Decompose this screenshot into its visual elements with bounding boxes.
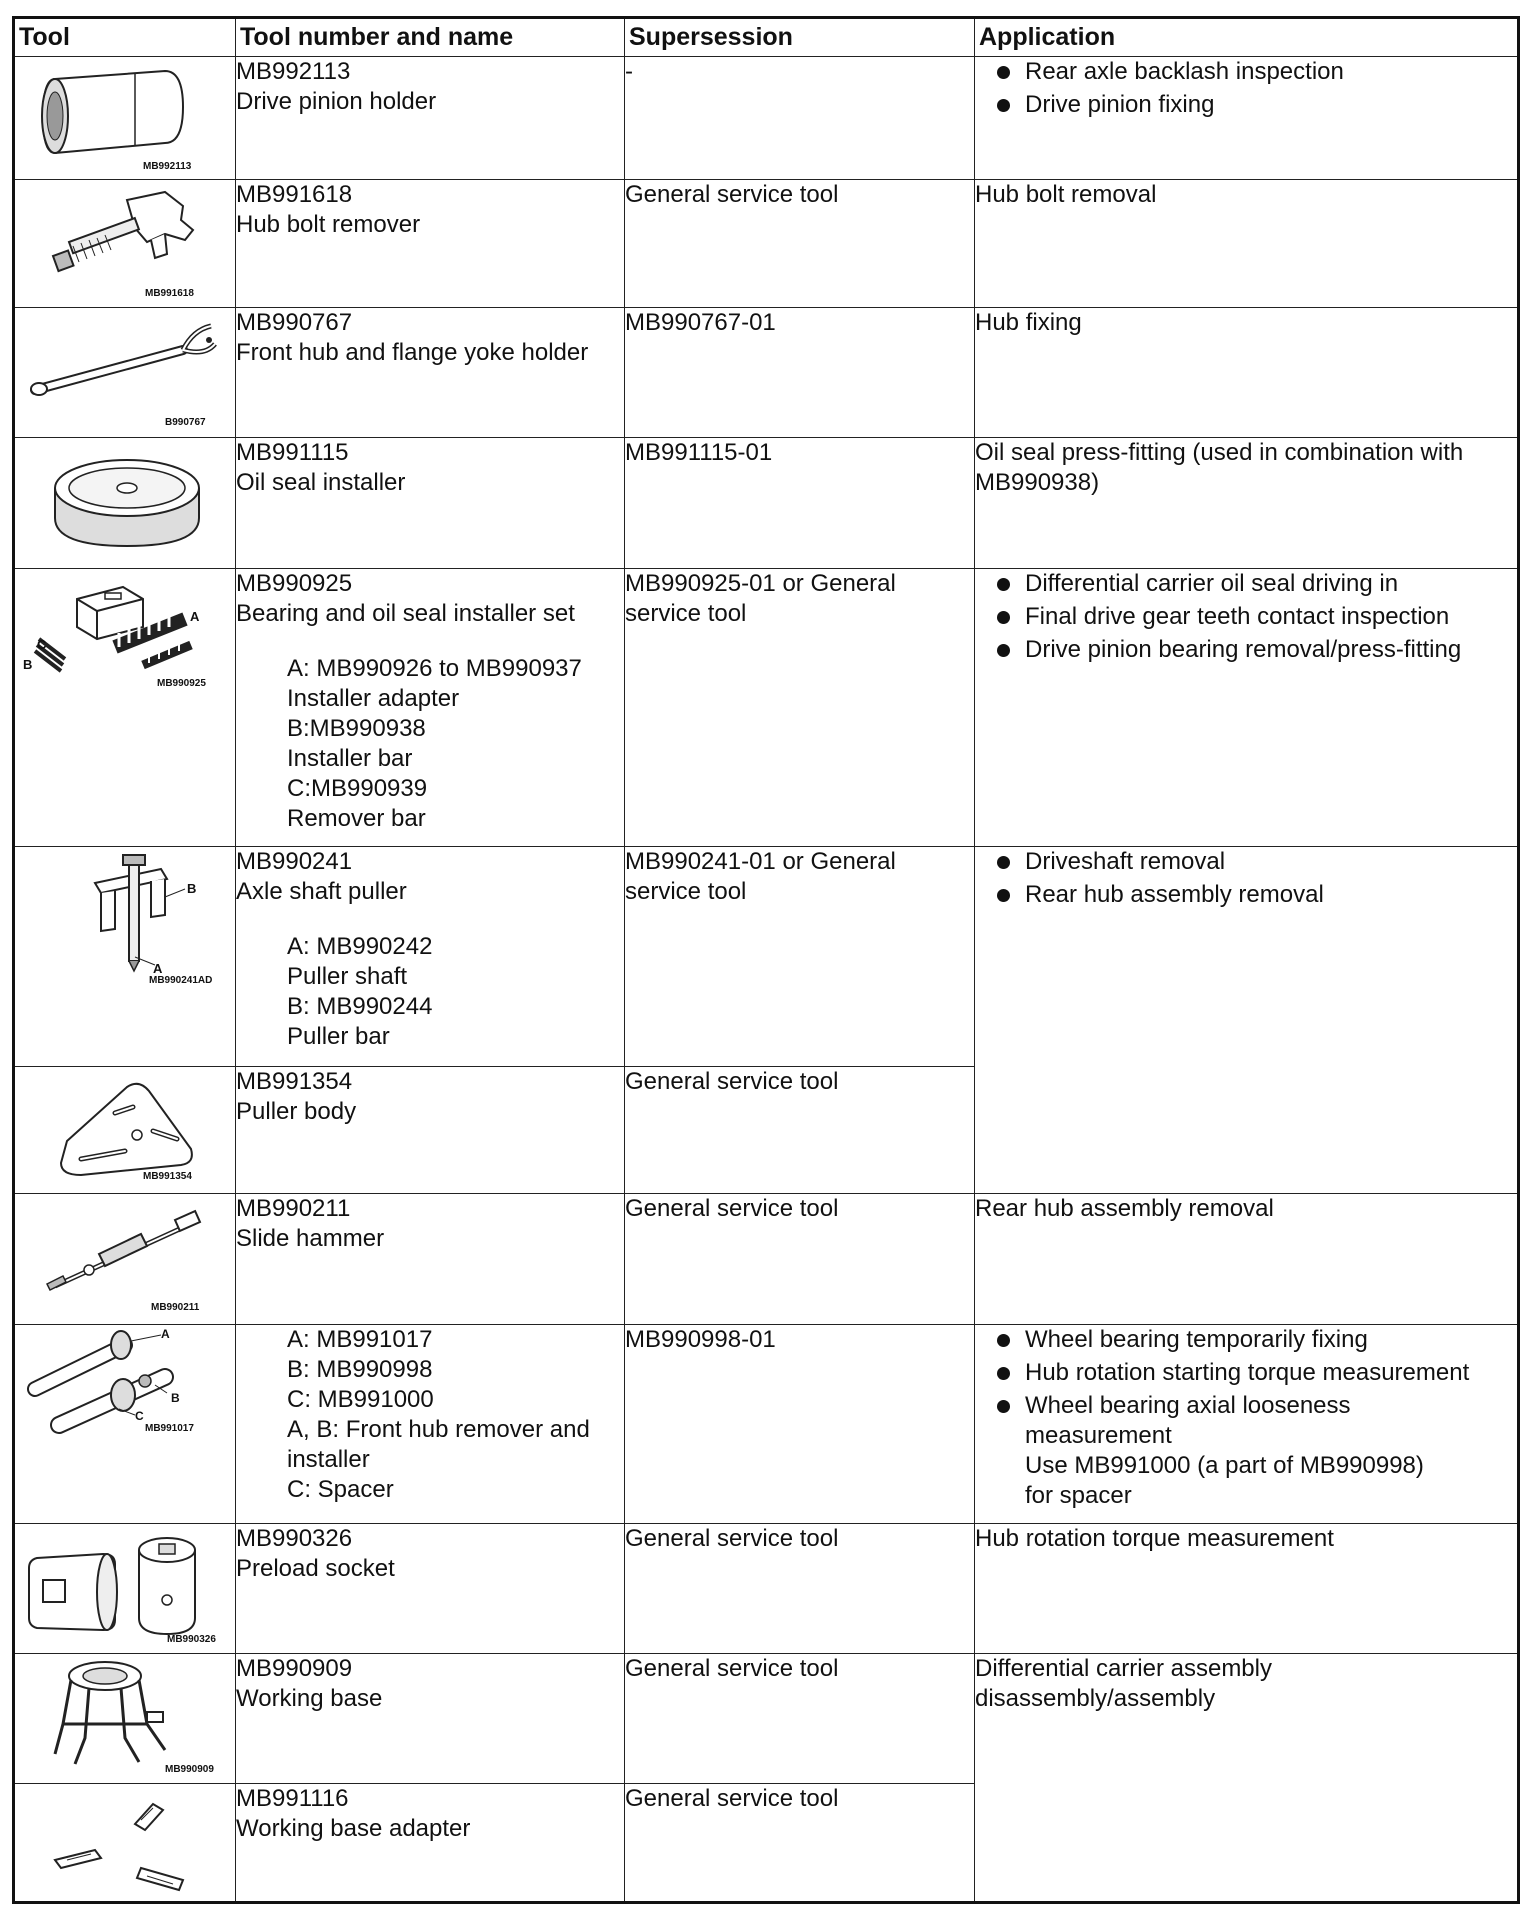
supersession-text: - bbox=[625, 58, 633, 85]
tool-name: Axle shaft puller bbox=[236, 878, 407, 905]
tool-number: MB990326 bbox=[236, 1525, 353, 1552]
supersession-text: General service tool bbox=[625, 1525, 839, 1552]
application-text: Hub fixing bbox=[975, 309, 1082, 336]
table-row bbox=[14, 1654, 1519, 1784]
bullet-icon bbox=[997, 1400, 1010, 1413]
tool-number-name-cell bbox=[236, 569, 625, 847]
bullet-icon bbox=[997, 99, 1010, 112]
tool-number: MB991116 bbox=[236, 1785, 349, 1812]
application-cell bbox=[975, 308, 1519, 438]
drive-pinion-holder-illustration bbox=[15, 57, 237, 180]
tool-image-cell bbox=[14, 180, 236, 308]
bullet-icon bbox=[997, 66, 1010, 79]
tool-number-name-cell bbox=[236, 1784, 625, 1903]
application-cell bbox=[975, 180, 1519, 308]
oil-seal-installer-illustration bbox=[15, 438, 237, 569]
table-row bbox=[14, 57, 1519, 180]
image-label-b: B bbox=[187, 881, 197, 896]
tool-image-caption: B990767 bbox=[165, 417, 206, 428]
tool-image-cell bbox=[14, 57, 236, 180]
application-cell bbox=[975, 1654, 1519, 1903]
application-bullet: Hub rotation starting torque measurement bbox=[975, 1358, 1517, 1388]
tool-name: Working base bbox=[236, 1685, 383, 1712]
tool-image-cell bbox=[14, 308, 236, 438]
application-cell bbox=[975, 1325, 1519, 1524]
tool-number-name-cell bbox=[236, 1524, 625, 1654]
tool-number: MB990909 bbox=[236, 1655, 353, 1682]
tool-image-cell bbox=[14, 569, 236, 847]
bullet-icon bbox=[997, 611, 1010, 624]
application-cell bbox=[975, 847, 1519, 1194]
front-hub-remover-installer-illustration bbox=[15, 1325, 237, 1524]
tool-image-caption: MB990909 bbox=[165, 1764, 214, 1775]
application-bullet: Rear hub assembly removal bbox=[975, 880, 1517, 910]
tool-parts: A: MB990926 to MB990937 Installer adapter B:MB990938 Installer bar C:MB990939 Remover bar bbox=[287, 655, 582, 832]
supersession-cell bbox=[625, 569, 975, 847]
tool-name: Oil seal installer bbox=[236, 469, 406, 496]
tool-number-name-cell bbox=[236, 180, 625, 308]
supersession-cell bbox=[625, 1524, 975, 1654]
application-bullet: Drive pinion bearing removal/press-fitting bbox=[975, 635, 1517, 665]
application-bullet: Differential carrier oil seal driving in bbox=[975, 569, 1517, 599]
image-label-a: A bbox=[161, 1327, 170, 1341]
application-cell bbox=[975, 438, 1519, 569]
supersession-cell bbox=[625, 180, 975, 308]
tool-image-caption: MB990925 bbox=[157, 678, 206, 689]
tool-name: Working base adapter bbox=[236, 1815, 471, 1842]
header-row bbox=[14, 18, 1519, 57]
supersession-text: MB991115-01 bbox=[625, 439, 773, 466]
tool-image-cell bbox=[14, 1067, 236, 1194]
tool-image-cell bbox=[14, 1784, 236, 1903]
supersession-cell bbox=[625, 1784, 975, 1903]
tool-name: Front hub and flange yoke holder bbox=[236, 339, 589, 366]
tool-image-cell bbox=[14, 438, 236, 569]
bullet-icon bbox=[997, 856, 1010, 869]
table-row bbox=[14, 1524, 1519, 1654]
table-row bbox=[14, 1325, 1519, 1524]
header-application: Application bbox=[975, 18, 1519, 57]
supersession-text: MB990925-01 or General service tool bbox=[625, 570, 896, 627]
application-bullet: Wheel bearing temporarily fixing bbox=[975, 1325, 1517, 1355]
supersession-text: General service tool bbox=[625, 1785, 839, 1812]
header-tool: Tool bbox=[14, 18, 236, 57]
hub-bolt-remover-illustration bbox=[15, 180, 237, 308]
table-row bbox=[14, 569, 1519, 847]
tool-number-name-cell bbox=[236, 308, 625, 438]
application-text: Oil seal press-fitting (used in combination with MB990938) bbox=[975, 439, 1464, 496]
bullet-icon bbox=[997, 644, 1010, 657]
supersession-cell bbox=[625, 1654, 975, 1784]
image-label-c: C bbox=[135, 1409, 144, 1423]
tool-image-caption: MB990326 bbox=[167, 1634, 216, 1645]
tool-parts: A: MB990242 Puller shaft B: MB990244 Puller bar bbox=[287, 933, 433, 1050]
tool-name: Slide hammer bbox=[236, 1225, 385, 1252]
tool-image-caption: MB990211 bbox=[151, 1302, 200, 1313]
application-cell bbox=[975, 569, 1519, 847]
image-label-a: A bbox=[153, 961, 163, 976]
supersession-text: General service tool bbox=[625, 1655, 839, 1682]
application-text: Hub rotation torque measurement bbox=[975, 1525, 1334, 1552]
slide-hammer-illustration bbox=[15, 1194, 237, 1325]
header-tool-number-and-name: Tool number and name bbox=[236, 18, 625, 57]
tool-number: MB990925 bbox=[236, 570, 353, 597]
application-bullet: Final drive gear teeth contact inspection bbox=[975, 602, 1517, 632]
tool-image-cell bbox=[14, 847, 236, 1067]
table-row bbox=[14, 438, 1519, 569]
image-label-b: B bbox=[23, 657, 33, 672]
application-text: Hub bolt removal bbox=[975, 181, 1157, 208]
tool-number: MB991618 bbox=[236, 181, 353, 208]
bullet-icon bbox=[997, 1334, 1010, 1347]
tool-image-caption: MB990241AD bbox=[149, 975, 213, 986]
supersession-text: General service tool bbox=[625, 1195, 839, 1222]
header-supersession: Supersession bbox=[625, 18, 975, 57]
tool-name: Bearing and oil seal installer set bbox=[236, 600, 575, 627]
tool-image-cell bbox=[14, 1524, 236, 1654]
tool-number: MB990767 bbox=[236, 309, 353, 336]
bullet-icon bbox=[997, 1367, 1010, 1380]
tool-number: MB992113 bbox=[236, 58, 351, 85]
application-text: Differential carrier assembly disassembly/assembly bbox=[975, 1655, 1272, 1712]
supersession-text: MB990998-01 bbox=[625, 1326, 776, 1353]
image-label-b: B bbox=[171, 1391, 180, 1405]
supersession-text: MB990241-01 or General service tool bbox=[625, 848, 896, 905]
tool-image-cell bbox=[14, 1194, 236, 1325]
application-note: Use MB991000 (a part of MB990998) for spacer bbox=[1025, 1452, 1424, 1509]
tool-image-caption: MB991618 bbox=[145, 288, 194, 299]
tool-name: Preload socket bbox=[236, 1555, 395, 1582]
tool-name: Drive pinion holder bbox=[236, 88, 437, 115]
tool-number-name-cell bbox=[236, 438, 625, 569]
image-label-a: A bbox=[190, 609, 200, 624]
tool-number: MB990211 bbox=[236, 1195, 351, 1222]
application-bullet: Rear axle backlash inspection bbox=[975, 57, 1517, 87]
supersession-cell bbox=[625, 847, 975, 1067]
table-row bbox=[14, 847, 1519, 1067]
application-text: Rear hub assembly removal bbox=[975, 1195, 1274, 1222]
supersession-text: General service tool bbox=[625, 181, 839, 208]
tool-number-name-cell bbox=[236, 1654, 625, 1784]
axle-shaft-puller-illustration bbox=[15, 847, 237, 1067]
supersession-text: MB990767-01 bbox=[625, 309, 776, 336]
table-row bbox=[14, 1194, 1519, 1325]
tool-number-name-cell bbox=[236, 1194, 625, 1325]
tool-number: MB991354 bbox=[236, 1068, 353, 1095]
supersession-cell bbox=[625, 1194, 975, 1325]
application-bullet: Driveshaft removal bbox=[975, 847, 1517, 877]
application-bullet: Drive pinion fixing bbox=[975, 90, 1517, 120]
tool-name: Puller body bbox=[236, 1098, 357, 1125]
supersession-text: General service tool bbox=[625, 1068, 839, 1095]
application-bullet: Wheel bearing axial looseness measurement Use MB991000 (a part of MB990998) for spacer bbox=[975, 1391, 1517, 1511]
tool-image-cell bbox=[14, 1654, 236, 1784]
tool-number: MB990241 bbox=[236, 848, 353, 875]
tool-number-name-cell bbox=[236, 57, 625, 180]
tool-number-name-cell bbox=[236, 1325, 625, 1524]
tool-number: MB991115 bbox=[236, 439, 349, 466]
working-base-adapter-illustration bbox=[15, 1784, 237, 1912]
supersession-cell bbox=[625, 57, 975, 180]
application-cell bbox=[975, 1524, 1519, 1654]
special-tools-table bbox=[12, 16, 1520, 1904]
tool-image-caption: MB991017 bbox=[145, 1423, 194, 1434]
application-cell bbox=[975, 1194, 1519, 1325]
table-row bbox=[14, 308, 1519, 438]
bearing-oil-seal-installer-set-illustration bbox=[15, 569, 237, 847]
puller-body-illustration bbox=[15, 1067, 237, 1194]
bullet-icon bbox=[997, 889, 1010, 902]
tool-number-name-cell bbox=[236, 1067, 625, 1194]
supersession-cell bbox=[625, 308, 975, 438]
bullet-icon bbox=[997, 578, 1010, 591]
image-label-c: C bbox=[37, 637, 47, 652]
tool-image-caption: MB992113 bbox=[143, 161, 192, 172]
tool-image-cell bbox=[14, 1325, 236, 1524]
supersession-cell bbox=[625, 438, 975, 569]
tool-image-caption: MB991354 bbox=[143, 1171, 192, 1182]
tool-parts: A: MB991017 B: MB990998 C: MB991000 A, B: Front hub remover and installer C: Spacer bbox=[287, 1326, 590, 1503]
supersession-cell bbox=[625, 1067, 975, 1194]
tool-number-name-cell bbox=[236, 847, 625, 1067]
application-cell bbox=[975, 57, 1519, 180]
table-row bbox=[14, 180, 1519, 308]
tool-name: Hub bolt remover bbox=[236, 211, 421, 238]
supersession-cell bbox=[625, 1325, 975, 1524]
